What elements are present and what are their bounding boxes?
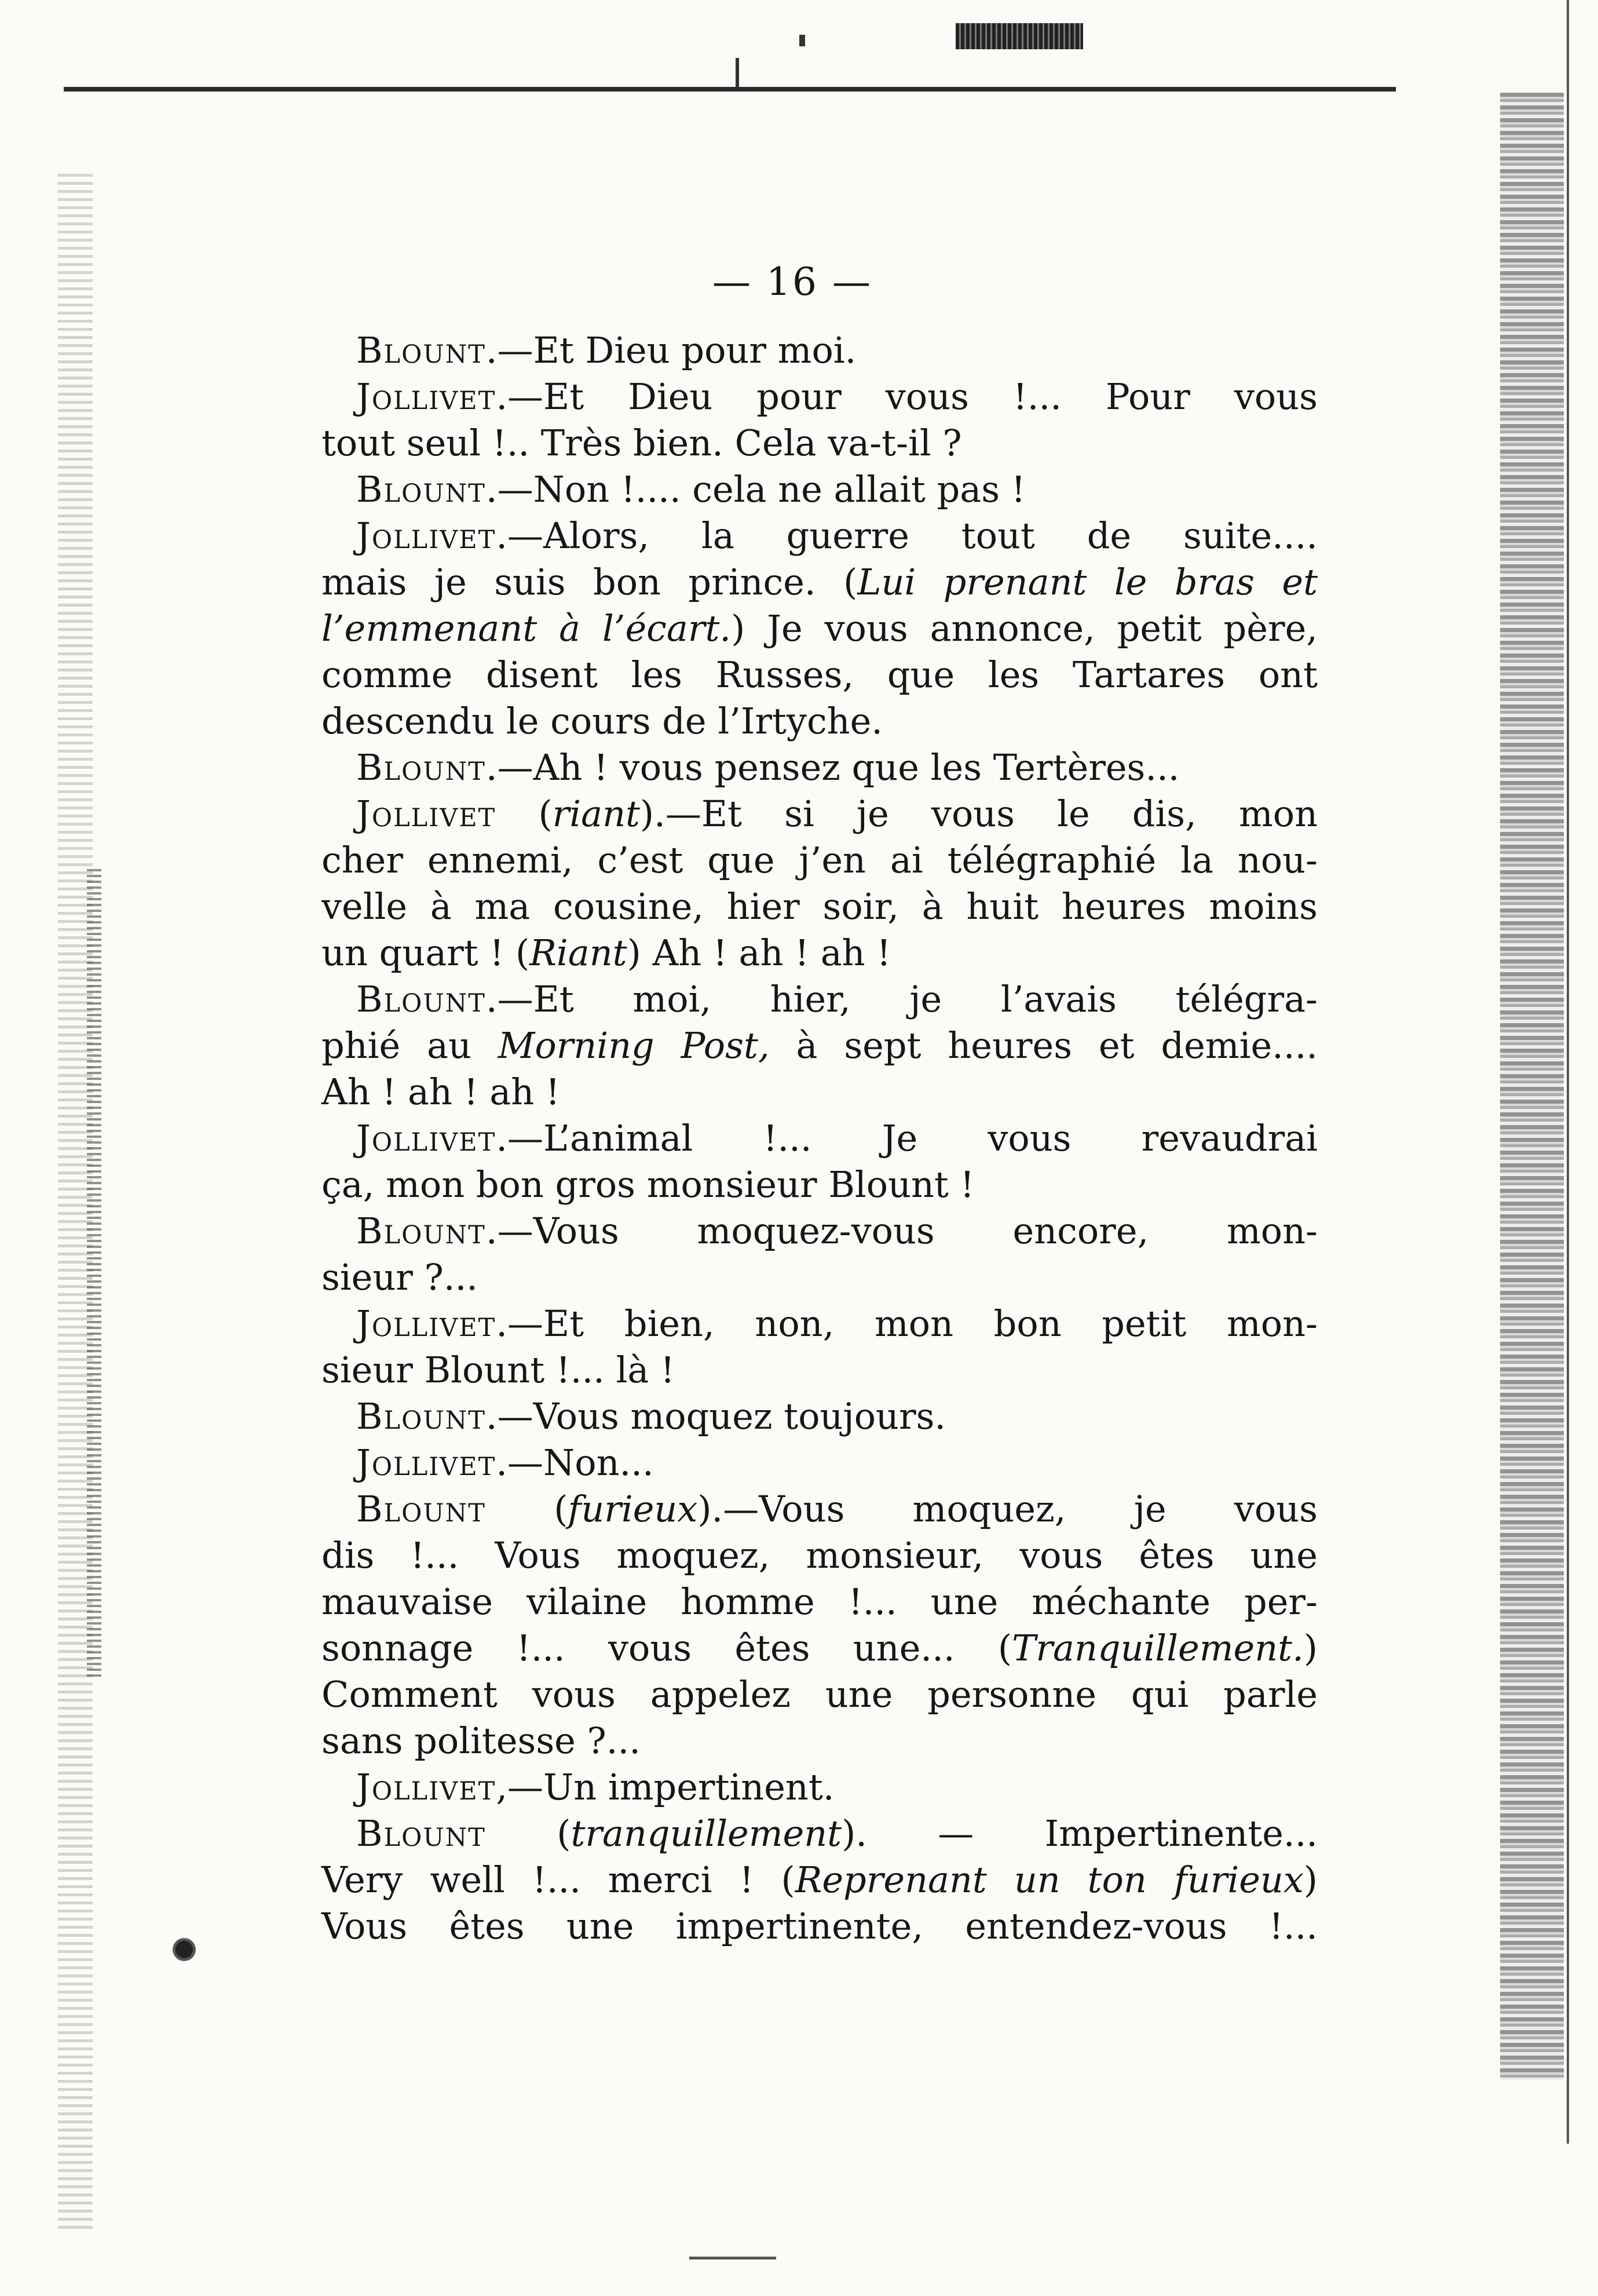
text-segment: .—Et Dieu pour moi. (485, 329, 857, 371)
text-segment: .—Ah ! vous pensez que les Tertères... (485, 746, 1180, 789)
speaker-name: Jollivet (356, 514, 496, 557)
text-segment: velle à ma cousine, hier soir, à huit heures moins (321, 885, 1318, 928)
text-line (321, 1023, 1318, 1069)
text-line (321, 1347, 1318, 1393)
speaker-name: Blount (356, 746, 486, 789)
text-line (321, 791, 1318, 837)
speaker-name: Jollivet (356, 1117, 496, 1159)
page-text (321, 327, 1318, 1950)
text-segment: Comment vous appelez une personne qui parle (321, 1673, 1318, 1715)
text-line (321, 559, 1318, 605)
text-line (321, 1810, 1318, 1857)
text-line (321, 513, 1318, 559)
text-segment: sieur Blount !... là ! (321, 1349, 675, 1391)
text-segment: ( (485, 1488, 568, 1530)
stage-direction: Lui prenant le bras et (857, 561, 1318, 603)
stage-direction: riant (552, 793, 640, 835)
text-line (321, 605, 1318, 652)
text-segment: phié au (321, 1024, 498, 1067)
text-line (321, 327, 1318, 374)
speaker-name: Blount (356, 1488, 486, 1530)
text-segment: descendu le cours de l’Irtyche. (321, 700, 883, 742)
speaker-name: Jollivet (356, 375, 496, 418)
scan-artifact-bottom-mark (689, 2257, 776, 2260)
text-segment: dis !... Vous moquez, monsieur, vous êtes une (321, 1534, 1318, 1576)
text-segment: mauvaise vilaine homme !... une méchante per- (321, 1580, 1318, 1623)
text-line (321, 1718, 1318, 1764)
scan-artifact-right-border (1567, 0, 1569, 2144)
text-line (321, 652, 1318, 698)
text-segment: .—L’animal !... Je vous revaudrai (496, 1117, 1318, 1159)
text-line (321, 884, 1318, 930)
text-segment: Ah ! ah ! ah ! (321, 1071, 560, 1113)
speaker-name: Jollivet (356, 793, 496, 835)
text-segment: sieur ?... (321, 1256, 478, 1298)
scan-artifact-top-block (956, 23, 1083, 49)
stage-direction: Reprenant un ton furieux (795, 1859, 1304, 1901)
text-line (321, 420, 1318, 466)
stage-direction: Riant (529, 932, 627, 974)
text-segment: .—Vous moquez toujours. (485, 1395, 946, 1437)
scan-artifact-top-rule (64, 87, 1396, 92)
ink-blot-ornament (169, 1938, 199, 1961)
speaker-name: Blount (356, 1395, 486, 1437)
speaker-name: Blount (356, 468, 486, 510)
text-line (321, 374, 1318, 420)
text-segment: à sept heures et demie.... (769, 1024, 1318, 1067)
text-segment: .—Et moi, hier, je l’avais télégra- (485, 978, 1318, 1020)
text-line (321, 1162, 1318, 1208)
text-line (321, 1764, 1318, 1810)
text-line (321, 1486, 1318, 1532)
text-line (321, 1393, 1318, 1440)
speaker-name: Blount (356, 329, 486, 371)
text-segment: .—Non... (496, 1441, 654, 1484)
text-line (321, 1903, 1318, 1950)
scan-artifact-left-edge-dark (87, 869, 101, 1680)
stage-direction: Tranquillement. (1012, 1627, 1304, 1669)
speaker-name: Blount (356, 1210, 486, 1252)
text-segment: ) Ah ! ah ! ah ! (627, 932, 891, 974)
text-line (321, 466, 1318, 513)
speaker-name: Jollivet (356, 1302, 496, 1345)
text-segment: cher ennemi, c’est que j’en ai télégraphié la nou- (321, 839, 1318, 881)
text-segment: .—Et bien, non, mon bon petit mon- (496, 1302, 1318, 1345)
scan-artifact-right-edge (1500, 93, 1564, 2080)
text-segment: .—Alors, la guerre tout de suite.... (496, 514, 1318, 557)
stage-direction: l’emmenant à l’écart. (321, 607, 732, 649)
text-segment: ( (496, 793, 553, 835)
page-number: — 16 — (712, 260, 872, 304)
speaker-name: Blount (356, 1812, 486, 1855)
text-line (321, 1069, 1318, 1115)
text-segment: ) Je vous annonce, petit père, (731, 607, 1318, 649)
text-line (321, 976, 1318, 1023)
text-line (321, 930, 1318, 976)
text-segment: ). — Impertinente... (842, 1812, 1318, 1855)
speaker-name: Jollivet (356, 1766, 496, 1808)
text-line (321, 1115, 1318, 1162)
text-segment: ).—Vous moquez, je vous (697, 1488, 1318, 1530)
text-line (321, 744, 1318, 791)
text-segment: ).—Et si je vous le dis, mon (639, 793, 1318, 835)
text-segment: Very well !... merci ! ( (321, 1859, 795, 1901)
text-line (321, 837, 1318, 884)
text-line (321, 1625, 1318, 1671)
text-segment: .—Et Dieu pour vous !... Pour vous (496, 375, 1318, 418)
text-segment: ,—Un impertinent. (496, 1766, 835, 1808)
text-line (321, 1208, 1318, 1254)
text-segment: Vous êtes une impertinente, entendez-vous !... (321, 1905, 1318, 1947)
text-segment: sonnage !... vous êtes une... ( (321, 1627, 1012, 1669)
text-segment: ) (1303, 1627, 1318, 1669)
speaker-name: Blount (356, 978, 486, 1020)
text-line (321, 1857, 1318, 1903)
text-segment: mais je suis bon prince. ( (321, 561, 858, 603)
text-segment: ça, mon bon gros monsieur Blount ! (321, 1163, 975, 1206)
scan-artifact-dot (799, 35, 805, 46)
text-line (321, 1579, 1318, 1625)
text-segment: tout seul !.. Très bien. Cela va-t-il ? (321, 422, 962, 464)
stage-direction: furieux (568, 1488, 698, 1530)
text-segment: ( (485, 1812, 571, 1855)
stage-direction: tranquillement (571, 1812, 842, 1855)
text-line (321, 1254, 1318, 1301)
speaker-name: Jollivet (356, 1441, 496, 1484)
text-segment: un quart ! ( (321, 932, 530, 974)
text-segment: comme disent les Russes, que les Tartares ont (321, 654, 1318, 696)
text-segment: .—Non !.... cela ne allait pas ! (485, 468, 1026, 510)
text-line (321, 698, 1318, 744)
text-segment: ) (1303, 1859, 1318, 1901)
text-line (321, 1671, 1318, 1718)
text-segment: .—Vous moquez-vous encore, mon- (485, 1210, 1318, 1252)
stage-direction: Morning Post, (498, 1024, 770, 1067)
text-line (321, 1532, 1318, 1579)
text-line (321, 1301, 1318, 1347)
text-line (321, 1440, 1318, 1486)
scan-artifact-tick (736, 58, 739, 87)
text-segment: sans politesse ?... (321, 1720, 641, 1762)
